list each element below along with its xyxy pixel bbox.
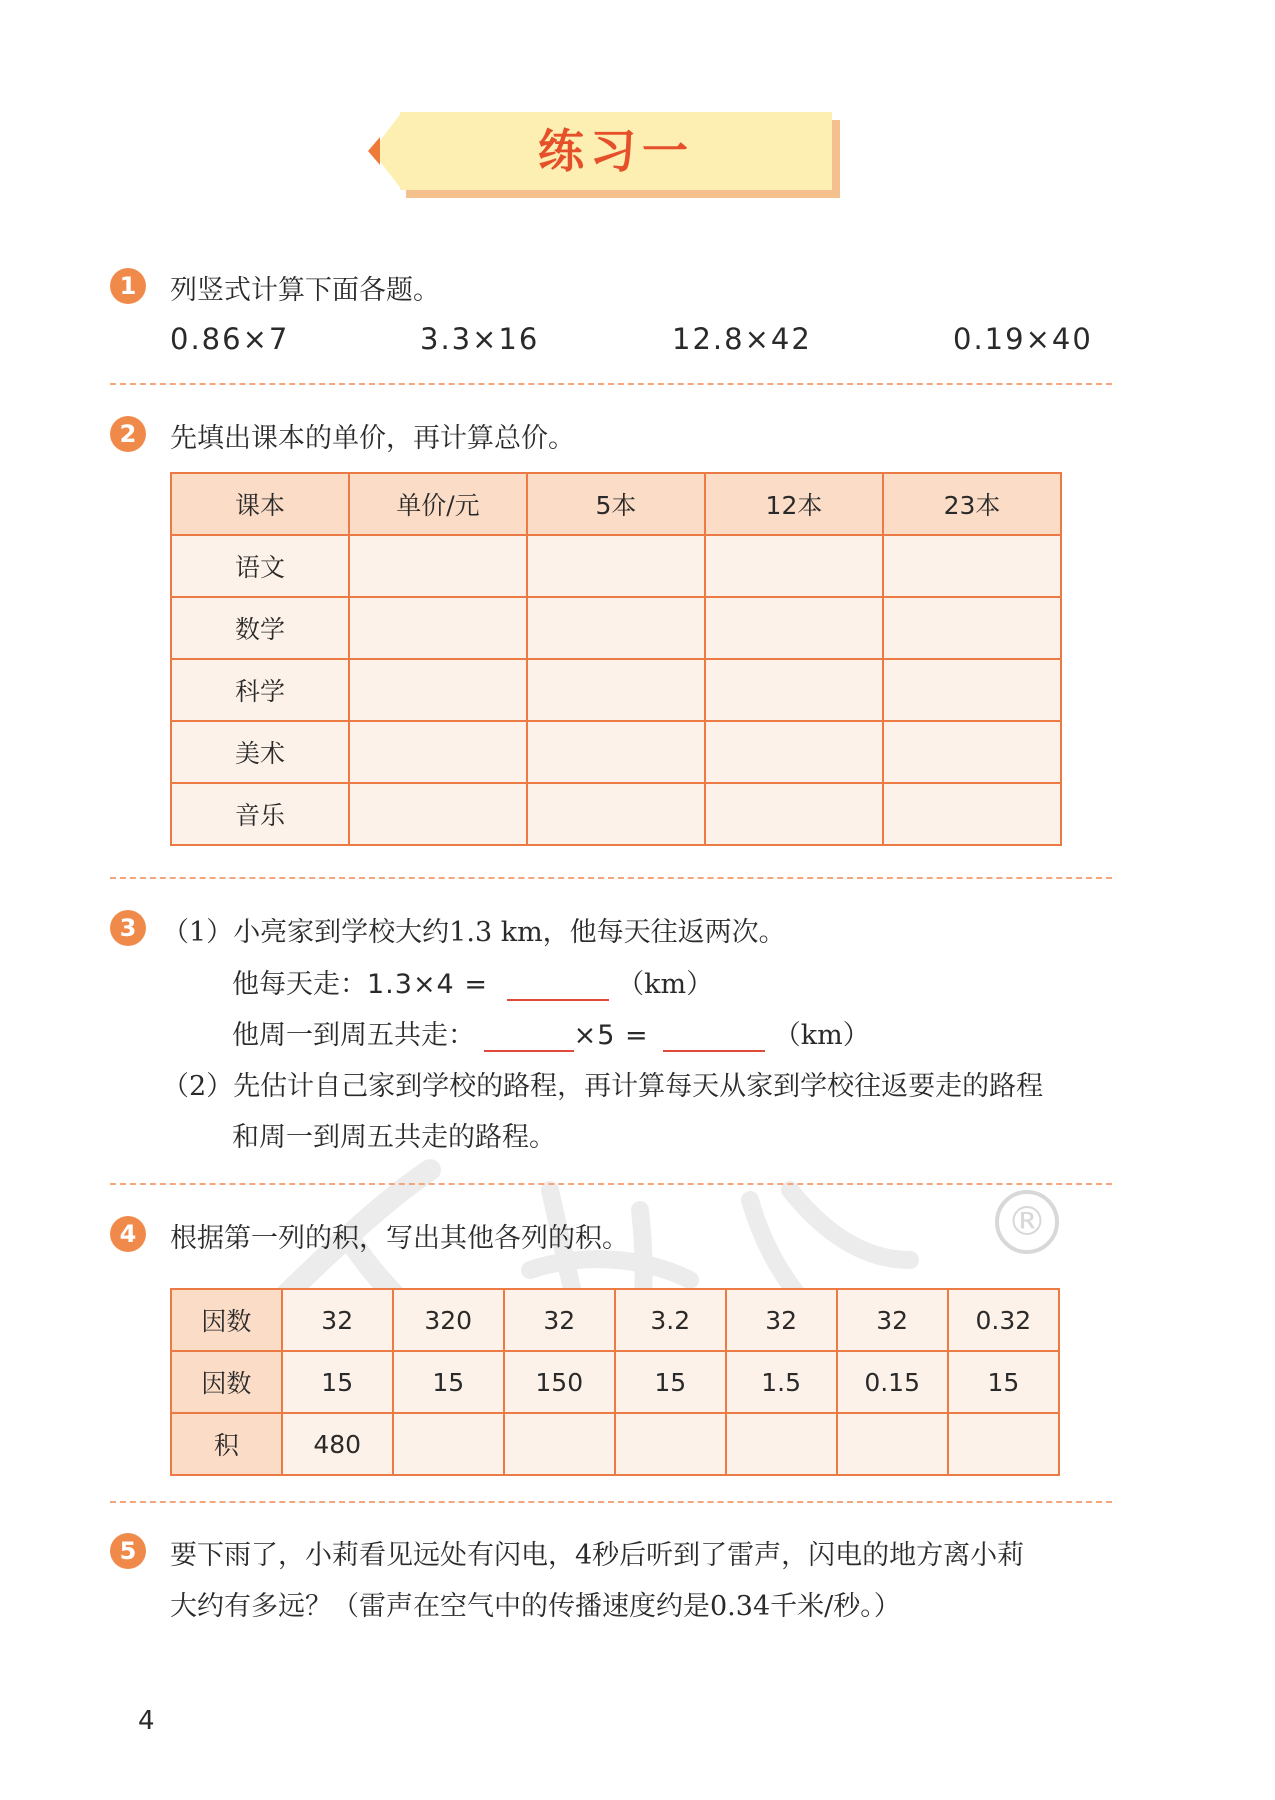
row-label: 美术 bbox=[171, 721, 349, 783]
row-label: 音乐 bbox=[171, 783, 349, 845]
line2-prefix: 他周一到周五共走： bbox=[232, 1020, 475, 1051]
section-divider bbox=[110, 383, 1112, 385]
product-table bbox=[170, 1288, 1060, 1476]
factor-cell: 3.2 bbox=[615, 1289, 726, 1351]
header-cell: 12本 bbox=[705, 473, 883, 535]
product-cell: 480 bbox=[282, 1413, 393, 1475]
product-answer-cell[interactable] bbox=[504, 1413, 615, 1475]
factor-cell: 32 bbox=[282, 1289, 393, 1351]
answer-cell[interactable] bbox=[883, 721, 1061, 783]
answer-cell[interactable] bbox=[883, 535, 1061, 597]
product-answer-cell[interactable] bbox=[393, 1413, 504, 1475]
problem-4: 0.19×40 bbox=[953, 322, 1093, 356]
row-label: 因数 bbox=[171, 1351, 282, 1413]
answer-cell[interactable] bbox=[705, 597, 883, 659]
answer-cell[interactable] bbox=[705, 721, 883, 783]
section-divider bbox=[110, 1183, 1112, 1185]
problem-1: 0.86×7 bbox=[170, 322, 290, 356]
question-4-badge: 4 bbox=[110, 1216, 146, 1252]
section-divider bbox=[110, 1501, 1112, 1503]
question-3-part2 bbox=[162, 1064, 1043, 1103]
answer-cell[interactable] bbox=[883, 659, 1061, 721]
answer-cell[interactable] bbox=[349, 597, 527, 659]
question-3-part1 bbox=[162, 910, 786, 949]
factor-cell: 15 bbox=[948, 1351, 1059, 1413]
section-divider bbox=[110, 877, 1112, 879]
factor-cell: 15 bbox=[393, 1351, 504, 1413]
question-1-prompt: 列竖式计算下面各题。 bbox=[170, 275, 440, 306]
row-label: 积 bbox=[171, 1413, 282, 1475]
question-5-text-line1: 要下雨了，小莉看见远处有闪电，4秒后听到了雷声，闪电的地方离小莉 bbox=[170, 1540, 1025, 1571]
factor-cell: 15 bbox=[615, 1351, 726, 1413]
question-5-badge: 5 bbox=[110, 1533, 146, 1569]
factor-cell: 32 bbox=[726, 1289, 837, 1351]
product-answer-cell[interactable] bbox=[837, 1413, 948, 1475]
answer-cell[interactable] bbox=[349, 535, 527, 597]
line1-unit: （km） bbox=[617, 969, 714, 1000]
question-3-line2 bbox=[232, 1013, 870, 1052]
row-label: 数学 bbox=[171, 597, 349, 659]
line2-unit: （km） bbox=[773, 1020, 870, 1051]
factor-cell: 0.32 bbox=[948, 1289, 1059, 1351]
product-answer-cell[interactable] bbox=[948, 1413, 1059, 1475]
question-5-text-line2: 大约有多远？（雷声在空气中的传播速度约是0.34千米/秒。） bbox=[170, 1591, 901, 1622]
factor-cell: 150 bbox=[504, 1351, 615, 1413]
registered-mark: ® bbox=[995, 1190, 1059, 1254]
question-2-badge: 2 bbox=[110, 416, 146, 452]
part-text: 先估计自己家到学校的路程，再计算每天从家到学校往返要走的路程 bbox=[233, 1071, 1044, 1102]
product-answer-cell[interactable] bbox=[615, 1413, 726, 1475]
answer-cell[interactable] bbox=[527, 659, 705, 721]
question-3-part2-cont: 和周一到周五共走的路程。 bbox=[232, 1122, 556, 1153]
answer-cell[interactable] bbox=[349, 721, 527, 783]
line2-multiplier: ×5 = bbox=[573, 1020, 649, 1051]
line1-prefix: 他每天走： bbox=[232, 969, 367, 1000]
header-cell: 课本 bbox=[171, 473, 349, 535]
answer-blank[interactable] bbox=[663, 1020, 765, 1052]
line1-expression: 1.3×4 = bbox=[367, 969, 488, 1000]
header-cell: 5本 bbox=[527, 473, 705, 535]
question-4-prompt: 根据第一列的积，写出其他各列的积。 bbox=[170, 1223, 629, 1254]
question-2-prompt: 先填出课本的单价，再计算总价。 bbox=[170, 423, 575, 454]
answer-cell[interactable] bbox=[527, 783, 705, 845]
row-label: 因数 bbox=[171, 1289, 282, 1351]
header-cell: 23本 bbox=[883, 473, 1061, 535]
problem-3: 12.8×42 bbox=[672, 322, 812, 356]
part-label: （2） bbox=[162, 1071, 234, 1102]
row-label: 科学 bbox=[171, 659, 349, 721]
row-label: 语文 bbox=[171, 535, 349, 597]
factor-cell: 1.5 bbox=[726, 1351, 837, 1413]
answer-blank[interactable] bbox=[484, 1020, 574, 1052]
problem-2: 3.3×16 bbox=[420, 322, 540, 356]
answer-cell[interactable] bbox=[705, 659, 883, 721]
factor-cell: 32 bbox=[837, 1289, 948, 1351]
answer-cell[interactable] bbox=[349, 659, 527, 721]
factor-cell: 0.15 bbox=[837, 1351, 948, 1413]
factor-cell: 15 bbox=[282, 1351, 393, 1413]
page-title: 练习一 bbox=[538, 124, 694, 178]
factor-cell: 320 bbox=[393, 1289, 504, 1351]
product-answer-cell[interactable] bbox=[726, 1413, 837, 1475]
page-number: 4 bbox=[138, 1706, 155, 1736]
answer-cell[interactable] bbox=[705, 535, 883, 597]
part-text: 小亮家到学校大约1.3 km，他每天往返两次。 bbox=[233, 917, 786, 948]
answer-cell[interactable] bbox=[883, 783, 1061, 845]
factor-cell: 32 bbox=[504, 1289, 615, 1351]
answer-cell[interactable] bbox=[349, 783, 527, 845]
part-label: （1） bbox=[162, 917, 234, 948]
question-3-line1 bbox=[232, 962, 713, 1001]
question-3-badge: 3 bbox=[110, 910, 146, 946]
banner-arrow-tip bbox=[368, 137, 380, 165]
answer-cell[interactable] bbox=[883, 597, 1061, 659]
title-banner bbox=[372, 112, 840, 194]
question-1-badge: 1 bbox=[110, 268, 146, 304]
header-cell: 单价/元 bbox=[349, 473, 527, 535]
price-table bbox=[170, 472, 1062, 846]
answer-cell[interactable] bbox=[705, 783, 883, 845]
answer-cell[interactable] bbox=[527, 597, 705, 659]
answer-blank[interactable] bbox=[507, 969, 609, 1001]
answer-cell[interactable] bbox=[527, 535, 705, 597]
answer-cell[interactable] bbox=[527, 721, 705, 783]
